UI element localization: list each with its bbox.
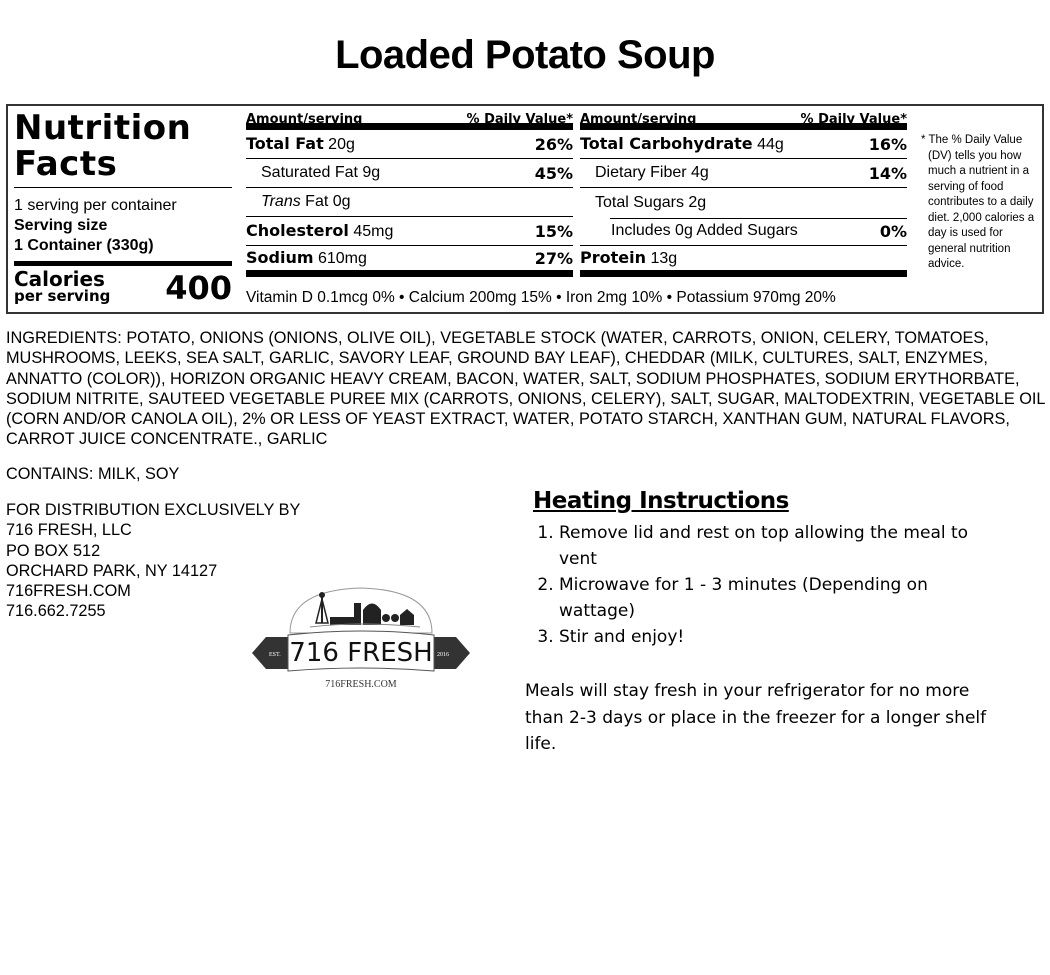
- nutrient-row-total-carbohydrate: Total Carbohydrate 44g 16%: [580, 130, 907, 159]
- storage-note: Meals will stay fresh in your refrigerator for no more than 2-3 days or place in the freezer for a longer shelf life.: [525, 681, 987, 754]
- calories-value: 400: [165, 269, 232, 307]
- amount-header: Amount/serving: [246, 112, 363, 127]
- heating-step: 1. Remove lid and rest on top allowing the meal to vent: [559, 520, 1005, 572]
- distributor-line: FOR DISTRIBUTION EXCLUSIVELY BY: [6, 501, 301, 519]
- ingredients: INGREDIENTS: POTATO, ONIONS (ONIONS, OLIVE OIL), VEGETABLE STOCK (WATER, CARROTS, ONION, CELERY, TOMATOES, MUSHROOMS, LEEKS, SEA SALT, GARLIC, SAVORY LEAF, GROUND BAY LEAF), CHEDDAR (MILK, CULTURES, SALT, ENZYMES, ANNATTO (COLOR)), HORIZON ORGANIC HEAVY CREAM, BACON, WATER, SALT, SODIUM PHOSPHATES, SODIUM ERYTHORBATE, SODIUM NITRITE, SAUTEED VEGETABLE PUREE MIX (CARROTS, ONIONS, CELERY), SALT, SUGAR, MALTODEXTRIN, VEGETABLE OIL (CORN AND/OR CANOLA OIL), 2% OR LESS OF YEAST EXTRACT, WATER, POTATO STARCH, XANTHAN GUM, NATURAL FLAVORS, CARROT JUICE CONCENTRATE., GARLIC: [6, 329, 1045, 449]
- heating-title: Heating Instructions: [533, 488, 789, 514]
- label-summary: [14, 108, 232, 307]
- nutrient-row-sodium: Sodium 610mg 27%: [246, 246, 573, 277]
- dv-header: % Daily Value*: [800, 112, 907, 127]
- dv-header: % Daily Value*: [466, 112, 573, 127]
- heading-line-2: Facts: [14, 144, 118, 184]
- nutrient-row-protein: Protein 13g: [580, 246, 907, 277]
- label-heading: [14, 110, 232, 182]
- nutrient-row-total-sugars: Total Sugars 2g: [580, 188, 907, 217]
- heating-steps: [525, 520, 1005, 650]
- nutrition-facts-label: [6, 104, 1044, 314]
- logo-name: 716 FRESH: [289, 638, 433, 668]
- vitamins-minerals: Vitamin D 0.1mcg 0% • Calcium 200mg 15% • Iron 2mg 10% • Potassium 970mg 20%: [246, 289, 836, 306]
- heading-line-1: Nutrition: [14, 108, 192, 148]
- calories-row: [14, 267, 232, 307]
- daily-value-footnote: * The % Daily Value (DV) tells you how much a nutrient in a serving of food contributes to a daily diet. 2,000 calories a day is used for general nutrition advice.: [921, 134, 1035, 270]
- servings-per-container: 1 serving per container: [14, 197, 177, 214]
- product-title: Loaded Potato Soup: [335, 33, 715, 77]
- 716-fresh-logo: [250, 585, 472, 695]
- distributor-name: 716 FRESH, LLC: [6, 521, 132, 540]
- serving-size-label: Serving size: [14, 217, 108, 234]
- logo-year: 2016: [437, 652, 449, 658]
- distributor-website: 716FRESH.COM: [6, 582, 131, 601]
- amount-header: Amount/serving: [580, 112, 697, 127]
- logo-url: 716FRESH.COM: [325, 679, 397, 690]
- calories-label: Calories: [14, 267, 105, 291]
- nutrient-row-added-sugars: Includes 0g Added Sugars 0%: [580, 217, 907, 246]
- distributor-po-box: PO BOX 512: [6, 541, 101, 560]
- nutrient-row-cholesterol: Cholesterol 45mg 15%: [246, 217, 573, 246]
- heating-step: 2. Microwave for 1 - 3 minutes (Depending on wattage): [559, 572, 1005, 624]
- serving-size-value: 1 Container (330g): [14, 237, 154, 254]
- nutrients-column-right: [580, 110, 907, 277]
- nutrients-column-left: [246, 110, 573, 277]
- logo-est: EST.: [269, 652, 281, 658]
- distributor-city: ORCHARD PARK, NY 14127: [6, 561, 218, 580]
- nutrient-row-trans-fat: Trans Fat 0g: [246, 188, 573, 217]
- nutrient-row-total-fat: Total Fat 20g 26%: [246, 130, 573, 159]
- distributor-phone: 716.662.7255: [6, 602, 106, 621]
- nutrient-row-saturated-fat: Saturated Fat 9g 45%: [246, 159, 573, 188]
- nutrient-row-dietary-fiber: Dietary Fiber 4g 14%: [580, 159, 907, 188]
- heating-step: 3. Stir and enjoy!: [559, 624, 1005, 650]
- calories-sub: per serving: [14, 287, 111, 305]
- heating-instructions: [525, 488, 1005, 758]
- allergens: CONTAINS: MILK, SOY: [6, 465, 180, 483]
